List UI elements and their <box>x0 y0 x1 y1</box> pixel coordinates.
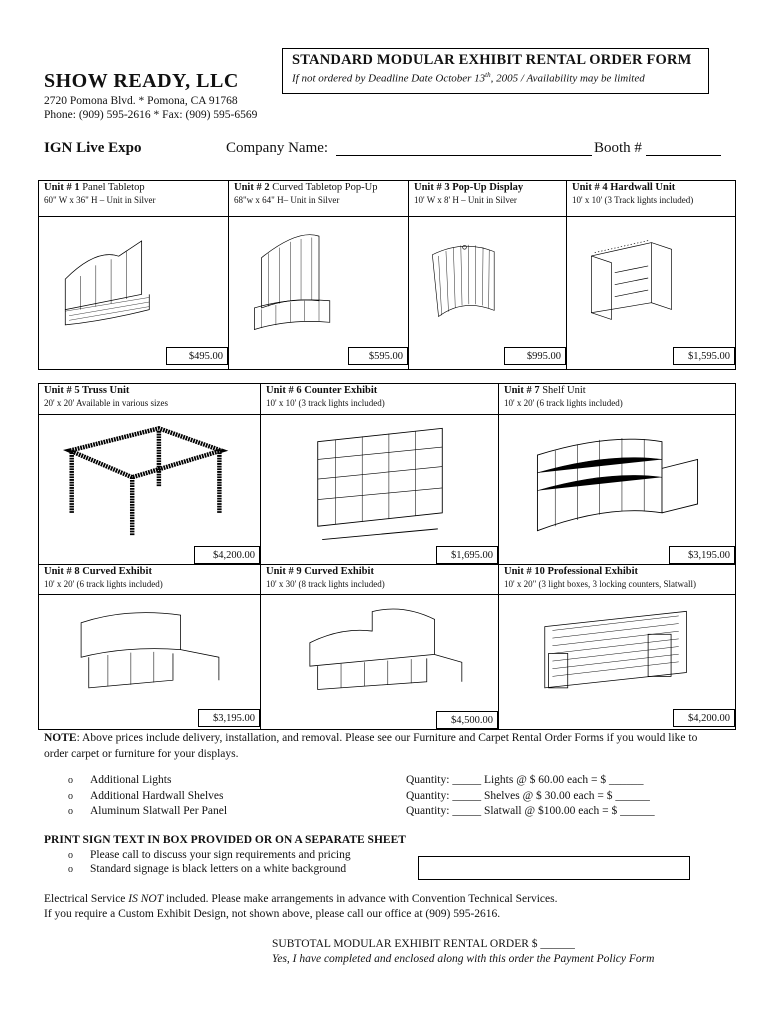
company-name: SHOW READY, LLC <box>44 70 239 92</box>
truss-unit-drawing <box>50 415 250 544</box>
option-slatwall-quantity[interactable]: Quantity: _____ Slatwall @ $100.00 each = $ ______ <box>406 805 655 817</box>
unit-5-title <box>44 385 129 396</box>
unit-number: Unit # 2 <box>234 182 270 193</box>
grid-line <box>498 383 499 730</box>
hardwall-unit-drawing <box>578 217 725 345</box>
unit-4-title <box>572 182 675 193</box>
grid-line <box>38 383 736 384</box>
grid-line <box>38 180 736 181</box>
unit-6-price: $1,695.00 <box>436 546 498 564</box>
grid-line <box>260 383 261 730</box>
curved-tabletop-drawing <box>240 217 398 345</box>
elec-text: Electrical Service <box>44 893 129 905</box>
option-shelves-label: Additional Hardwall Shelves <box>90 790 224 802</box>
option-bullet: o <box>68 791 73 802</box>
grid-line <box>228 180 229 370</box>
elec-text-end: included. Please make arrangements in advance with Convention Technical Services. <box>163 893 558 905</box>
unit-7-description: 10' x 20' (6 track lights included) <box>504 398 623 408</box>
unit-4-description: 10' x 10' (3 Track lights included) <box>572 195 694 205</box>
note-label: NOTE <box>44 732 77 744</box>
unit-name: Hardwall Unit <box>607 182 676 193</box>
subtitle-text-end: , 2005 / Availability may be limited <box>490 72 645 85</box>
option-lights-label: Additional Lights <box>90 774 172 786</box>
unit-9-price: $4,500.00 <box>436 711 498 729</box>
unit-1-title <box>44 182 145 193</box>
unit-name: Truss Unit <box>79 385 130 396</box>
event-name: IGN Live Expo <box>44 140 142 156</box>
elec-emphasis: IS NOT <box>128 893 164 905</box>
unit-name: Curved Exhibit <box>301 566 374 577</box>
unit-5-description: 20' x 20' Available in various sizes <box>44 398 169 408</box>
unit-number: Unit # 9 <box>266 566 302 577</box>
unit-2-description: 68"w x 64" H– Unit in Silver <box>234 195 340 205</box>
company-name-field[interactable] <box>336 155 592 156</box>
unit-9-description: 10' x 30' (8 track lights included) <box>266 579 385 589</box>
unit-2-title <box>234 182 377 193</box>
unit-1-description: 60" W x 36" H – Unit in Silver <box>44 195 156 205</box>
unit-number: Unit # 10 <box>504 566 545 577</box>
unit-number: Unit # 3 <box>414 182 450 193</box>
unit-10-price: $4,200.00 <box>673 709 735 727</box>
option-slatwall-label: Aluminum Slatwall Per Panel <box>90 805 228 817</box>
option-bullet: o <box>68 806 73 817</box>
unit-number: Unit # 8 <box>44 566 80 577</box>
unit-name: Counter Exhibit <box>301 385 378 396</box>
unit-5-price: $4,200.00 <box>194 546 260 564</box>
unit-2-price: $595.00 <box>348 347 408 365</box>
grid-line <box>38 383 39 730</box>
note-text: : Above prices include delivery, installation, and removal. Please see our Furniture and Carpet Rental Order Forms if you would like to order carpet or furniture for your displays. <box>44 732 698 760</box>
unit-number: Unit # 4 <box>572 182 608 193</box>
note <box>44 730 724 762</box>
unit-9-title <box>266 566 374 577</box>
option-bullet: o <box>68 775 73 786</box>
booth-label: Booth # <box>594 140 642 156</box>
unit-number: Unit # 1 <box>44 182 80 193</box>
curved-exhibit-large-drawing <box>272 596 488 709</box>
grid-line <box>38 564 736 565</box>
shelf-unit-drawing <box>510 415 725 544</box>
unit-7-price: $3,195.00 <box>669 546 735 564</box>
unit-3-description: 10' W x 8' H – Unit in Silver <box>414 195 517 205</box>
sign-bullet: o <box>68 850 73 861</box>
payment-policy-statement: Yes, I have completed and enclosed along with this order the Payment Policy Form <box>272 953 655 965</box>
unit-8-title <box>44 566 152 577</box>
form-title: STANDARD MODULAR EXHIBIT RENTAL ORDER FORM <box>292 52 692 68</box>
company-name-label: Company Name: <box>226 140 329 156</box>
unit-8-price: $3,195.00 <box>198 709 260 727</box>
company-phone: Phone: (909) 595-2616 * Fax: (909) 595-6569 <box>44 109 258 121</box>
custom-design-notice: If you require a Custom Exhibit Design, not shown above, please call our office at (909) 595-2616. <box>44 908 501 920</box>
option-lights-quantity[interactable]: Quantity: _____ Lights @ $ 60.00 each = $ ______ <box>406 774 644 786</box>
grid-line <box>566 180 567 370</box>
unit-10-title <box>504 566 638 577</box>
counter-exhibit-drawing <box>272 415 488 544</box>
professional-exhibit-drawing <box>510 596 725 707</box>
sign-text-input[interactable] <box>418 856 690 880</box>
subtotal-line[interactable]: SUBTOTAL MODULAR EXHIBIT RENTAL ORDER $ ______ <box>272 938 575 950</box>
sign-heading: PRINT SIGN TEXT IN BOX PROVIDED OR ON A SEPARATE SHEET <box>44 834 406 846</box>
unit-3-title <box>414 182 523 193</box>
electrical-notice <box>44 893 557 905</box>
option-shelves-quantity[interactable]: Quantity: _____ Shelves @ $ 30.00 each = $ ______ <box>406 790 650 802</box>
curved-exhibit-drawing <box>50 596 250 707</box>
popup-display-drawing <box>420 217 556 345</box>
unit-number: Unit # 6 <box>266 385 302 396</box>
grid-line <box>38 180 39 370</box>
unit-name: Pop-Up Display <box>449 182 524 193</box>
sign-item-standard: Standard signage is black letters on a white background <box>90 863 347 875</box>
form-subtitle <box>292 71 645 85</box>
grid-line <box>735 180 736 370</box>
unit-number: Unit # 7 <box>504 385 540 396</box>
grid-line <box>38 594 736 595</box>
sign-bullet: o <box>68 864 73 875</box>
unit-number: Unit # 5 <box>44 385 80 396</box>
sign-item-call: Please call to discuss your sign requirements and pricing <box>90 849 351 861</box>
unit-name: Curved Tabletop Pop-Up <box>269 182 378 193</box>
grid-line <box>408 180 409 370</box>
unit-8-description: 10' x 20' (6 track lights included) <box>44 579 163 589</box>
unit-name: Professional Exhibit <box>544 566 638 577</box>
unit-name: Panel Tabletop <box>79 182 145 193</box>
unit-6-description: 10' x 10' (3 track lights included) <box>266 398 385 408</box>
unit-1-price: $495.00 <box>166 347 228 365</box>
grid-line <box>735 383 736 730</box>
company-address: 2720 Pomona Blvd. * Pomona, CA 91768 <box>44 95 238 107</box>
subtitle-sup: th <box>485 71 491 79</box>
unit-3-price: $995.00 <box>504 347 566 365</box>
panel-tabletop-drawing <box>50 217 218 345</box>
booth-field[interactable] <box>646 155 721 156</box>
unit-7-title <box>504 385 586 396</box>
unit-4-price: $1,595.00 <box>673 347 735 365</box>
unit-name: Curved Exhibit <box>79 566 152 577</box>
subtitle-text: If not ordered by Deadline Date October 13 <box>292 72 486 85</box>
unit-6-title <box>266 385 377 396</box>
grid-line <box>38 369 736 370</box>
unit-name: Shelf Unit <box>539 385 586 396</box>
unit-10-description: 10' x 20" (3 light boxes, 3 locking counters, Slatwall) <box>504 579 697 589</box>
